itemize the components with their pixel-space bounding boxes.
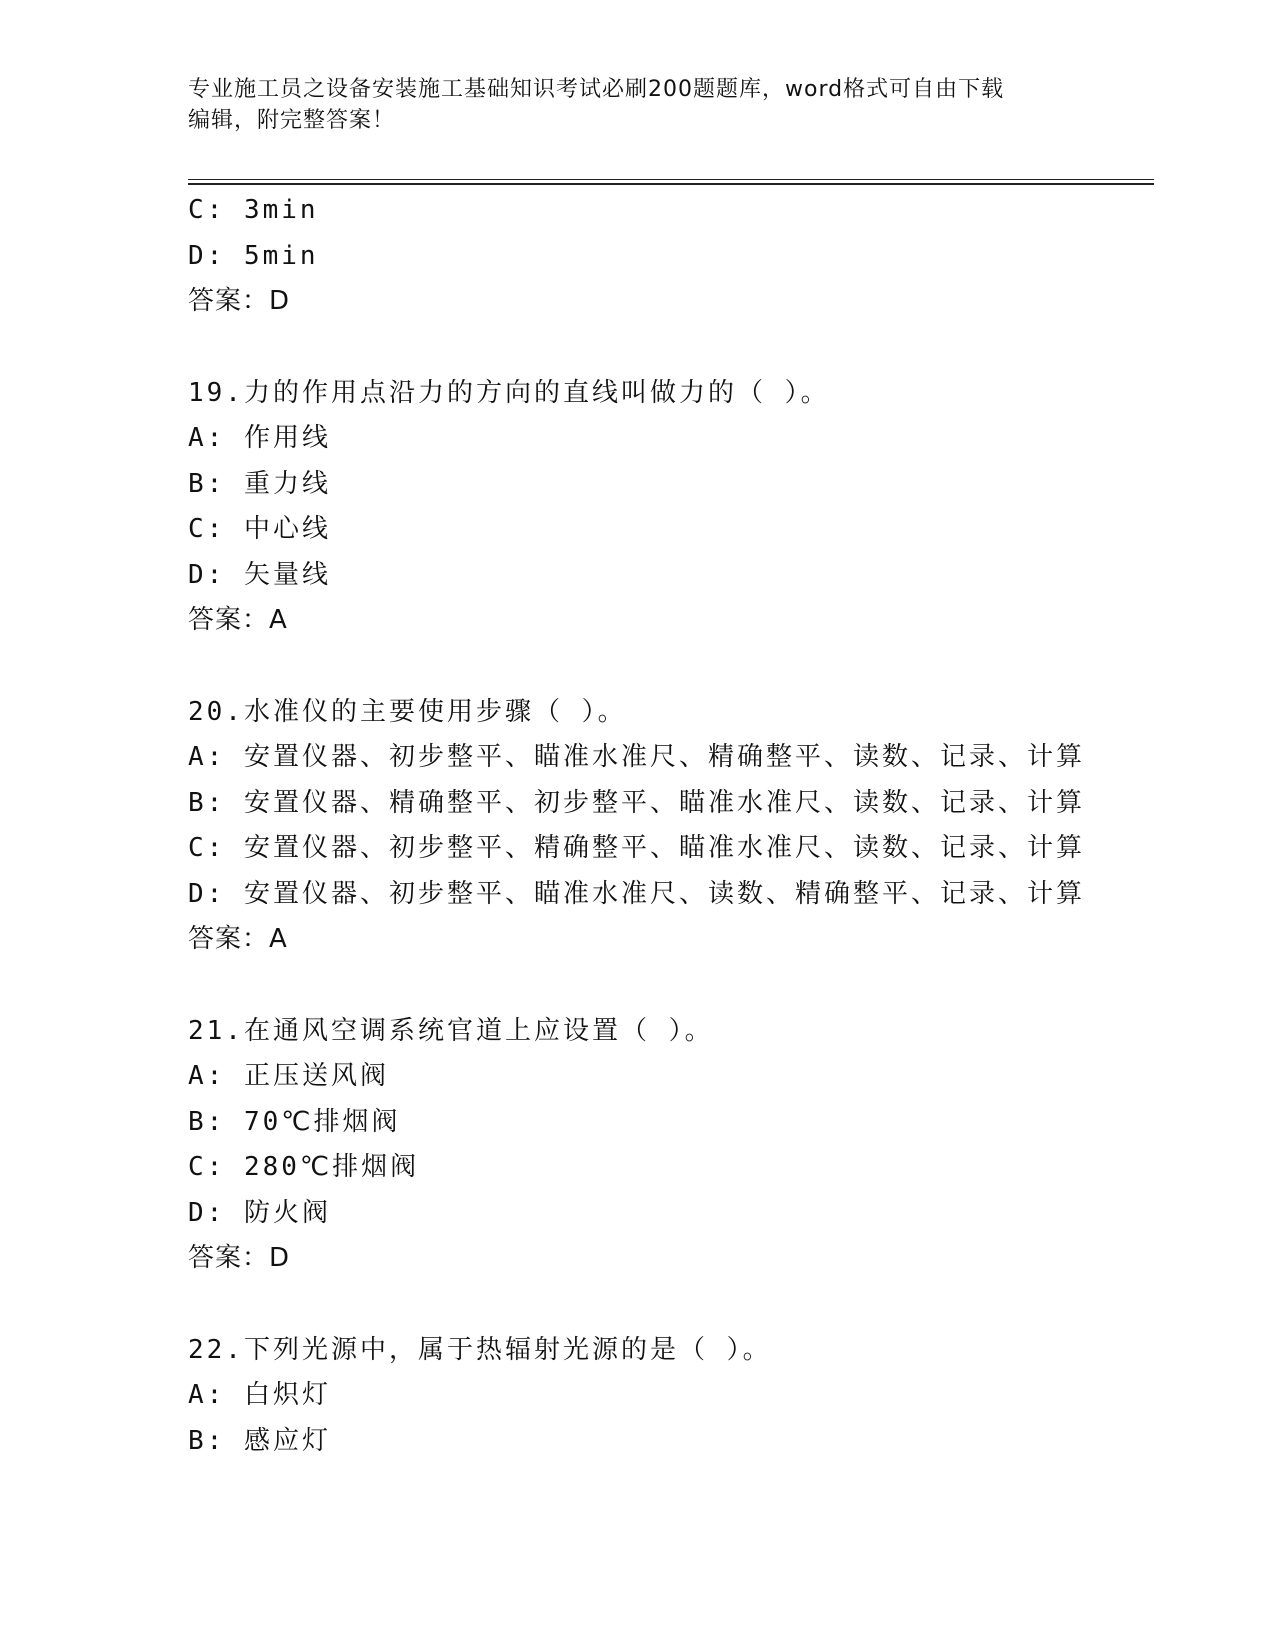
question-stem: 22.下列光源中，属于热辐射光源的是（ ）。 (188, 1334, 772, 1365)
option-d: D: 安置仪器、初步整平、瞄准水准尺、读数、精确整平、记录、计算 (188, 878, 1085, 909)
option-b: B: 重力线 (188, 468, 331, 499)
option-c: C: 安置仪器、初步整平、精确整平、瞄准水准尺、读数、记录、计算 (188, 833, 1085, 863)
question-spacer (188, 963, 1188, 1009)
document-header (188, 74, 1088, 136)
question-19 (188, 371, 1188, 644)
option-a: A: 安置仪器、初步整平、瞄准水准尺、精确整平、读数、记录、计算 (188, 742, 1085, 772)
question-stem: 20.水准仪的主要使用步骤（ ）。 (188, 696, 627, 727)
header-title-line-1: 专业施工员之设备安装施工基础知识考试必刷200题题库，word格式可自由下载 (188, 77, 1005, 102)
question-21 (188, 1009, 1188, 1282)
answer-line: 答案：A (188, 605, 288, 635)
option-c: C: 3min (188, 195, 319, 225)
question-stem: 21.在通风空调系统官道上应设置（ ）。 (188, 1015, 714, 1046)
option-d: D: 5min (188, 240, 319, 271)
option-b: B: 感应灯 (188, 1425, 331, 1456)
option-d: D: 防火阀 (188, 1197, 331, 1228)
question-spacer (188, 1282, 1188, 1328)
option-c: C: 280℃排烟阀 (188, 1152, 420, 1182)
header-title-line-2: 编辑，附完整答案！ (188, 108, 396, 133)
question-list (188, 188, 1188, 1464)
question-20 (188, 690, 1188, 963)
question-spacer (188, 644, 1188, 690)
question-stem: 19.力的作用点沿力的方向的直线叫做力的（ ）。 (188, 377, 830, 408)
option-a: A: 白炽灯 (188, 1380, 331, 1410)
option-b: B: 安置仪器、精确整平、初步整平、瞄准水准尺、读数、记录、计算 (188, 787, 1085, 818)
answer-line: 答案：D (188, 286, 291, 316)
option-b: B: 70℃排烟阀 (188, 1106, 401, 1137)
question-spacer (188, 325, 1188, 371)
answer-line: 答案：A (188, 924, 288, 954)
header-divider-top (188, 179, 1154, 180)
option-a: A: 正压送风阀 (188, 1061, 389, 1091)
option-d: D: 矢量线 (188, 559, 331, 590)
answer-line: 答案：D (188, 1243, 291, 1273)
question-18-tail (188, 188, 1188, 325)
option-c: C: 中心线 (188, 514, 331, 544)
question-22 (188, 1328, 1188, 1465)
option-a: A: 作用线 (188, 423, 331, 453)
header-divider-bottom (188, 183, 1154, 185)
